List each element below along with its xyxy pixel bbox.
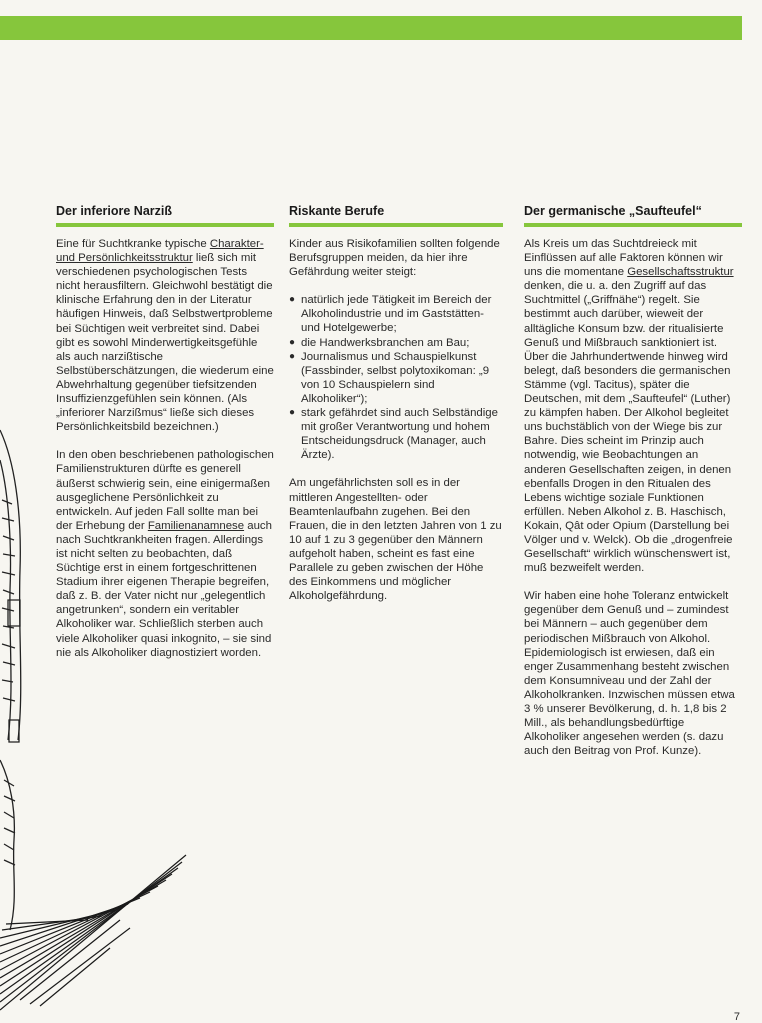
paragraph: Am ungefährlichsten soll es in der mittleren Angestellten- oder Beamtenlaufbahn zugehen. Bei den Frauen, die in den letzten Jahren von 1 zu 10 auf 1 zu 3 gegenüber den Männern aufgeholt haben, scheint es fast eine Parallele zu geben zwischen der Höhe des Einkommens und möglicher Alkoholgefährdung. bbox=[289, 477, 502, 603]
list-item: ● natürlich jede Tätigkeit im Bereich der Alkoholindustrie und im Gaststätten- und Hotelgewerbe; bbox=[289, 293, 503, 335]
column-germanic-saufteufel bbox=[524, 203, 742, 772]
bullet-list bbox=[289, 293, 503, 462]
paragraph: Eine für Suchtkranke typische Charakter- und Persönlichkeitsstruktur ließ sich mit verschiedenen psychologischen Tests nicht herausfiltern. Gleichwohl bestätigt die klinische Erfahrung den in der Literatur häufigen Hinweis, daß Selbstwertprobleme bei Süchtigen weit verbreitet sind. Dabei gibt es sowohl Minderwertigkeitsgefühle als auch narzißtische Selbstüberschätzungen, die wiederum eine Abwehrhaltung gegenüber tiefsitzenden Insuffizienzgefühlen sein können. (Als „inferiorer Narzißmus“ ließe sich dieses Persönlichkeitsbild bezeichnen.) bbox=[56, 238, 274, 434]
underlined-term: Gesellschaftsstruktur bbox=[627, 266, 734, 279]
column-risky-professions bbox=[289, 203, 503, 617]
list-item: ● Journalismus und Schauspielkunst (Fassbinder, selbst polytoxikoman: „9 von 10 Schauspielern sind Alkoholiker“); bbox=[289, 350, 503, 406]
paragraph: Als Kreis um das Suchtdreieck mit Einflüssen auf alle Faktoren können wir uns die momentane Gesellschaftsstruktur denken, die u. a. den Zugriff auf das Suchtmittel („Griffnähe“) regelt. Sie bestimmt auch darüber, wieweit der alltägliche Konsum bzw. der ritualisierte Genuß und Mißbrauch sanktioniert ist. Über die Jahrhundertwende hinweg wird belegt, daß besonders die germanischen Stämme (vgl. Tacitus), später die Deutschen, mit dem „Saufteufel“ (Luther) zu kämpfen haben. Der Alkohol begleitet uns buchstäblich von der Wiege bis zur Bahre. Dies scheint im Prinzip auch notwendig, wie Beobachtungen an anderen Gesellschaften zeigen, in denen ebenfalls Drogen in den Ritualen des Lebens wichtige soziale Funktionen erfüllen. Neben Alkohol z. B. Haschisch, Kokain, Qât oder Opium (Darstellung bei Völger und v. Welck). Ob die „drogenfreie Gesellschaft“ wirklich wünschenswert ist, muß bezweifelt werden. bbox=[524, 238, 734, 575]
underlined-term: Familienanamnese bbox=[147, 519, 245, 532]
column-inferior-narcissist bbox=[56, 203, 274, 674]
section-title: Der inferiore Narziß bbox=[56, 203, 274, 227]
paragraph: In den oben beschriebenen pathologischen Familienstrukturen dürfte es generell äußerst schwierig sein, eine einigermaßen ausgeglichene Persönlichkeit zu entwickeln. Auf jeden Fall sollte man bei der Erhebung der Familienanamnese auch nach Suchtkrankheiten fragen. Allerdings ist nicht selten zu beobachten, daß Süchtige erst in einem fortgeschrittenen Stadium ihrer eigenen Therapie begreifen, daß z. B. der Vater nicht nur „gelegentlich angetrunken“, sondern ein veritabler Alkoholiker war. Schließlich sterben auch viele Alkoholiker quasi inkognito, – sie sind nie als Alkoholiker diagnostiziert worden. bbox=[56, 449, 274, 659]
section-title: Der germanische „Saufteufel“ bbox=[524, 203, 742, 227]
page-number: 7 bbox=[733, 1011, 740, 1023]
underlined-term: Charakter- und Persönlichkeitsstruktur bbox=[56, 238, 264, 265]
top-color-bar bbox=[0, 16, 742, 40]
section-title: Riskante Berufe bbox=[289, 203, 503, 227]
list-item: ● stark gefährdet sind auch Selbständige mit großer Verantwortung und hohem Entscheidungsdruck (Manager, auch Ärzte). bbox=[289, 406, 503, 462]
paragraph: Kinder aus Risikofamilien sollten folgende Berufsgruppen meiden, da hier ihre Gefährdung weiter steigt: bbox=[289, 238, 500, 279]
list-item: ● die Handwerksbranchen am Bau; bbox=[289, 336, 503, 350]
paragraph: Wir haben eine hohe Toleranz entwickelt gegenüber dem Genuß und – zumindest bei Männern – auch gegenüber dem periodischen Mißbrauch von Alkohol. Epidemiologisch ist erwiesen, daß ein enger Zusammenhang besteht zwischen dem Konsumniveau und der Zahl der Alkoholkranken. Inzwischen müssen etwa 3 % unserer Bevölkerung, d. h. 1,8 bis 2 Mill., als behandlungsbedürftige Alkoholiker angesehen werden (s. dazu auch den Beitrag von Prof. Kunze). bbox=[524, 590, 735, 758]
